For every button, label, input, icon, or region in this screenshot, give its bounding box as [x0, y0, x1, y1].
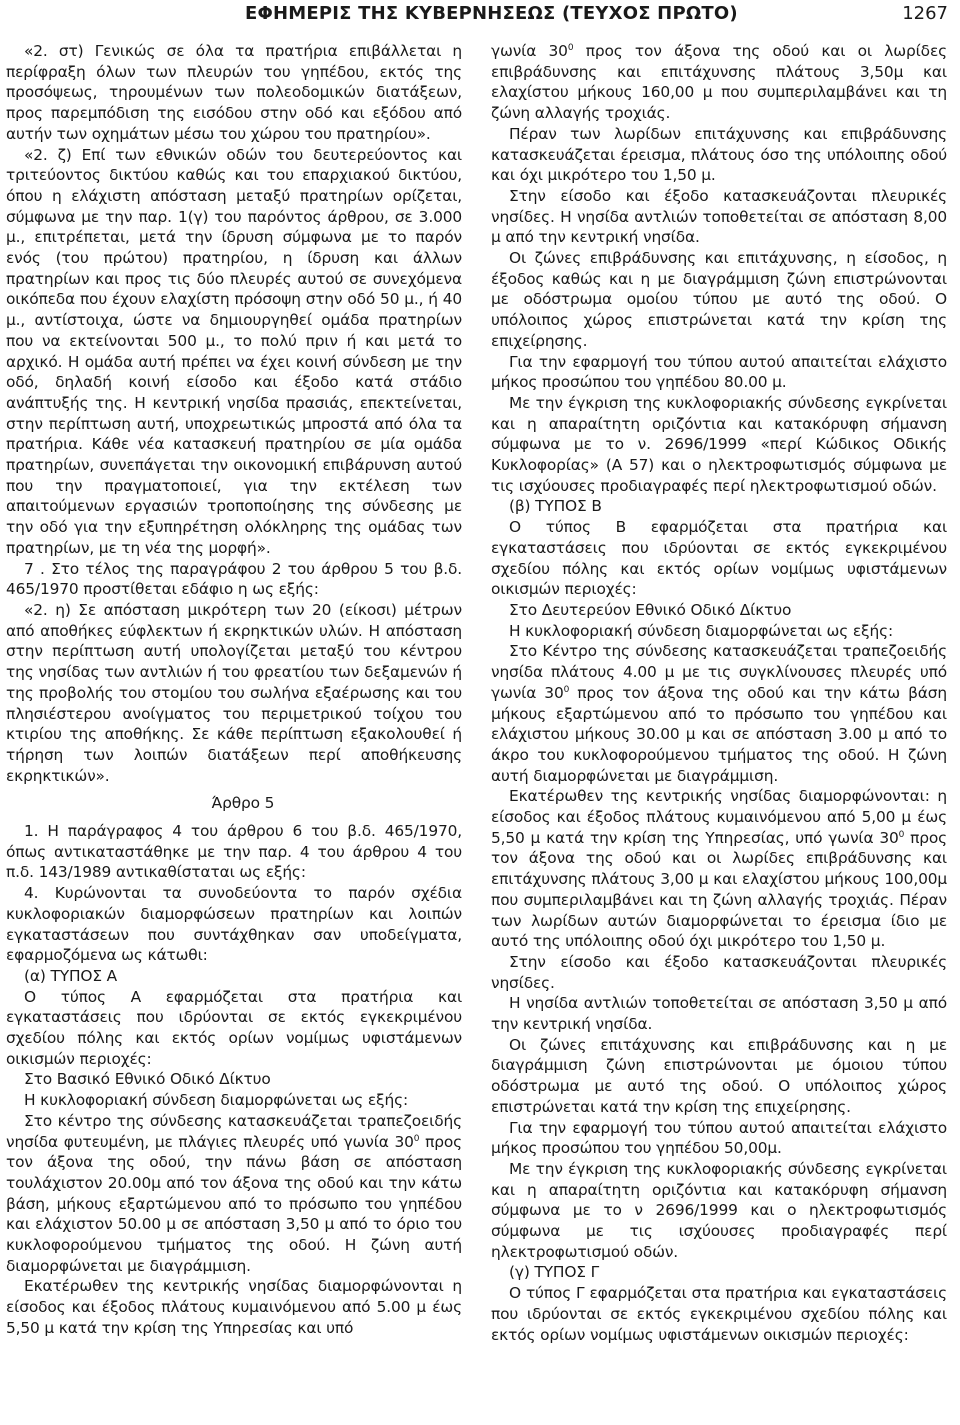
degree-superscript: 0: [563, 684, 570, 695]
degree-superscript: 0: [898, 829, 905, 840]
degree-superscript: 0: [567, 42, 574, 53]
paragraph: Ο τύπος Γ εφαρμόζεται στα πρατήρια και εγκαταστάσεις που ιδρύονται σε εκτός εγκεκριμένου σχεδίου πόλης και εκτός ορίων νομίμως υφιστάμενων οικισμών περιοχές:: [491, 1284, 947, 1344]
paragraph: [491, 641, 947, 786]
text-run: προς τον άξονα της οδού και οι λωρίδες επιβράδυνσης και επιτάχυνσης πλάτους 3,50μ και ελαχίστου μήκους 160,00 μ που συμπεριλαμβάνει και τη ζώνη αλλαγής τροχιάς.: [491, 42, 947, 123]
type-heading: (β) ΤΥΠΟΣ Β: [509, 497, 602, 516]
paragraph: Για την εφαρμογή του τύπου αυτού απαιτείται ελάχιστο μήκος προσώπου του γηπέδου 50,00μ.: [491, 1118, 947, 1158]
paragraph: 7 . Στο τέλος της παραγράφου 2 του άρθρου 5 του β.δ. 465/1970 προστίθεται εδάφιο η ως εξής:: [6, 559, 462, 599]
paragraph: Οι ζώνες επιτάχυνσης και επιβράδυνσης και η με διαγράμμιση ζώνη επιστρώνονται με όμοιου τύπου οδόστρωμα με αυτό της οδού. Ο υπόλοιπος χώρος επιστρώνεται κατά την κρίση της επιχείρησης.: [491, 1035, 947, 1116]
right-column: [491, 41, 947, 1345]
section-heading: Στο Βασικό Εθνικό Οδικό Δίκτυο: [24, 1070, 271, 1089]
text-run: Στο κέντρο της σύνδεσης κατασκευάζεται τραπεζοειδής νησίδα φυτευμένη, με πλάγιες πλευρές υπό γωνία 30: [6, 1111, 462, 1151]
paragraph: Στην είσοδο και έξοδο κατασκευάζονται πλευρικές νησίδες. Η νησίδα αντλιών τοποθετείται σε απόσταση 8,00 μ από την κεντρική νησίδα.: [491, 186, 947, 247]
paragraph: Ο τύπος Α εφαρμόζεται στα πρατήρια και εγκαταστάσεις που ιδρύονται σε εκτός εγκεκριμένου σχεδίου πόλης και εκτός ορίων νομίμως υφιστάμενων οικισμών περιοχές:: [6, 987, 462, 1068]
paragraph: [491, 41, 947, 124]
paragraph: Ο τύπος Β εφαρμόζεται στα πρατήρια και εγκαταστάσεις που ιδρύονται σε εκτός εγκεκριμένου σχεδίου πόλης και εκτός ορίων νομίμως υφιστάμενων οικισμών περιοχές:: [491, 518, 947, 599]
text-run: προς τον άξονα της οδού, την πάνω βάση σε απόσταση τουλάχιστον 20.00μ από τον άξονα της οδού και την κάτω βάση, μήκους εξαρτώμενου από το πρόσωπο του γηπέδου και ελάχιστον 50.00 μ σε απόσταση 3,50 μ από το όριο του κυκλοφορούμενου τμήματος της οδού. Η ζώνη αυτή διαμορφώνεται με διαγράμμιση.: [6, 1132, 462, 1275]
gazette-title: ΕΦΗΜΕΡΙΣ ΤΗΣ ΚΥΒΕΡΝΗΣΕΩΣ (ΤΕΥΧΟΣ ΠΡΩΤΟ): [245, 3, 738, 24]
paragraph: 4. Κυρώνονται τα συνοδεύοντα το παρόν σχέδια κυκλοφοριακών διαμορφώσεων πρατηρίων και λοιπών εγκαταστάσεων που συντάχθηκαν σαν υποδείγματα, εφαρμοζόμενα ως κάτωθι:: [6, 884, 462, 965]
paragraph: Για την εφαρμογή του τύπου αυτού απαιτείται ελάχιστο μήκος προσώπου του γηπέδου 80.00 μ.: [491, 352, 947, 392]
type-heading: (γ) ΤΥΠΟΣ Γ: [509, 1263, 600, 1282]
text-run: προς τον άξονα της οδού και οι λωρίδες επιβράδυνσης και επιτάχυνσης πλάτους 3,00 μ και ελαχίστου μήκους 100,00μ που συμπεριλαμβάνει και τη ζώνη αλλαγής τροχιάς. Πέραν των λωρίδων αυτών διαμορφώνεται το έρεισμα ίδιο με αυτό της υπόλοιπης οδού όχι μικρότερο του 1,50 μ.: [491, 828, 947, 951]
page-header: [0, 0, 960, 36]
paragraph: Με την έγκριση της κυκλοφοριακής σύνδεσης εγκρίνεται και η απαραίτητη οριζόντια και κατακόρυφη σήμανση σύμφωνα με το ν 2696/1999 και ο ηλεκτροφωτισμός σύμφωνα με τις ισχύουσες προδιαγραφές περί ηλεκτροφωτισμού οδών.: [491, 1159, 947, 1261]
left-column: [6, 41, 462, 1339]
paragraph: Στην είσοδο και έξοδο κατασκευάζονται πλευρικές νησίδες.: [491, 952, 947, 992]
article-heading: Άρθρο 5: [211, 794, 275, 813]
page-number: 1267: [902, 3, 948, 24]
paragraph: Οι ζώνες επιβράδυνσης και επιτάχυνσης, η είσοδος, η έξοδος καθώς και η με διαγράμμιση ζώνη επιστρώνονται με οδόστρωμα ομοίου τύπου με αυτό της οδού. Ο υπόλοιπος χώρος επιστρώνεται κατά την κρίση της επιχείρησης.: [491, 249, 947, 350]
paragraph: [6, 1111, 462, 1277]
text-run: γωνία 30: [491, 42, 568, 60]
paragraph: «2. στ) Γενικώς σε όλα τα πρατήρια επιβάλλεται η περίφραξη όλων των πλευρών του γηπέδου, εκτός της προσόψεως, τηρουμένων των πολεοδομικών διατάξεων, προς παρεμπόδιση της εισόδου στην οδό και εξόδου από αυτήν των οχημάτων μέσω του χώρου του πρατηρίου».: [6, 42, 462, 143]
text-run: Στο Κέντρο της σύνδεσης κατασκευάζεται τραπεζοειδής νησίδα πλάτους 4.00 μ με τις συγκλίνουσες πλευρές υπό γωνία 30: [491, 642, 947, 702]
paragraph: Η νησίδα αντλιών τοποθετείται σε απόσταση 3,50 μ από την κεντρική νησίδα.: [491, 994, 947, 1034]
paragraph: Εκατέρωθεν της κεντρικής νησίδας διαμορφώνονται η είσοδος και έξοδος πλάτους κυμαινόμενου από 5.00 μ έως 5,50 μ κατά την κρίση της Υπηρεσίας και υπό: [6, 1277, 462, 1337]
paragraph: «2. ζ) Επί των εθνικών οδών του δευτερεύοντος και τριτεύοντος δικτύου καθώς και του επαρχιακού δικτύου, όπου η ελάχιστη απόσταση μεταξύ πρατηρίων ορίζεται, σύμφωνα με την παρ. 1(γ) του παρόντος άρθρου, σε 3.000 μ., επιτρέπεται, μετά την ίδρυση σύμφωνα με το παρόν ενός (του πρώτου) πρατηρίου, η ίδρυση και άλλων πρατηρίων και προς τις δύο πλευρές αυτού σε συνεχόμενα οικόπεδα που έχουν ελαχίστη πρόσοψη στην οδό 50 μ., ή 40 μ., αντίστοιχα, ώστε να δημιουργηθεί ομάδα πρατηρίων που να εκτείνονται 500 μ., το πολύ πριν ή και μετά το αρχικό. Η ομάδα αυτή πρέπει να έχει κοινή σύνδεση με την οδό, δηλαδή κοινή είσοδο και έξοδο κατά στάδιο ανάπτυξής της. Η κεντρική νησίδα πρασιάς, επεκτείνεται, στην περίπτωση αυτή, υποχρεωτικώς μπροστά από όλα τα πρατήρια. Κάθε νέα κατασκευή πρατηρίου σε μία ομάδα πρατηρίων, συνεπάγεται την οικονομική επιβάρυνση αυτού που την πραγματοποιεί, για την εκτέλεση των απαιτούμενων εργασιών τροποποίησης της σύνδεσης με την οδό για την εξυπηρέτηση ολόκληρης της ομάδας των πρατηρίων, με τη νέα της μορφή».: [6, 145, 462, 557]
paragraph: 1. Η παράγραφος 4 του άρθρου 6 του β.δ. 465/1970, όπως αντικαταστάθηκε με την παρ. 4 του άρθρου 4 του π.δ. 143/1989 αντικαθίσταται ως εξής:: [6, 822, 462, 882]
paragraph: Πέραν των λωρίδων επιτάχυνσης και επιβράδυνσης κατασκευάζεται έρεισμα, πλάτους όσο της υπόλοιπης οδού και όχι μικρότερο του 1,50 μ.: [491, 124, 947, 185]
paragraph: [491, 786, 947, 952]
text-run: Εκατέρωθεν της κεντρικής νησίδας διαμορφώνονται: η είσοδος και έξοδος πλάτους κυμαινόμενου από 5,00 μ έως 5,50 μ κατά την κρίση της Υπηρεσίας, υπό γωνία 30: [491, 787, 947, 847]
paragraph: Η κυκλοφοριακή σύνδεση διαμορφώνεται ως εξής:: [509, 621, 893, 640]
paragraph: «2. η) Σε απόσταση μικρότερη των 20 (είκοσι) μέτρων από αποθήκες εύφλεκτων ή εκρηκτικών υλών. Η απόσταση στην περίπτωση αυτή υπολογίζεται μεταξύ του κέντρου της νησίδας των αντλιών ή του φρεατίου των δεξαμενών ή της προβολής του στομίου του σωλήνα εξαέρωσης και του πλησιέστερου ανοίγματος του περιμετρικού τοίχου του κτιρίου της αποθήκης. Σε κάθε περίπτωση εξακολουθεί ή τήρηση των λοιπών διατάξεων περί αποθήκευσης εκρηκτικών».: [6, 600, 462, 785]
text-run: προς τον άξονα της οδού και την κάτω βάση μήκους εξαρτώμενου από το πρόσωπο του γηπέδου και ελάχιστου μήκους 30.00 μ και σε απόσταση 3.00 μ από το άκρο του κυκλοφορούμενου τμήματος της οδού. Η ζώνη αυτή διαμορφώνεται με διαγράμμιση.: [491, 683, 947, 785]
paragraph: Η κυκλοφοριακή σύνδεση διαμορφώνεται ως εξής:: [24, 1091, 408, 1110]
paragraph: Με την έγκριση της κυκλοφοριακής σύνδεσης εγκρίνεται και η απαραίτητη οριζόντια και κατακόρυφη σήμανση σύμφωνα με το ν. 2696/1999 «περί Κώδικος Οδικής Κυκλοφορίας» (Α 57) και ο ηλεκτροφωτισμός σύμφωνα με τις ισχύουσες προδιαγραφές περί ηλεκτροφωτισμού οδών.: [491, 393, 947, 495]
type-heading: (α) ΤΥΠΟΣ Α: [24, 966, 118, 985]
section-heading: Στο Δευτερεύον Εθνικό Οδικό Δίκτυο: [509, 600, 792, 619]
degree-superscript: 0: [413, 1133, 420, 1144]
